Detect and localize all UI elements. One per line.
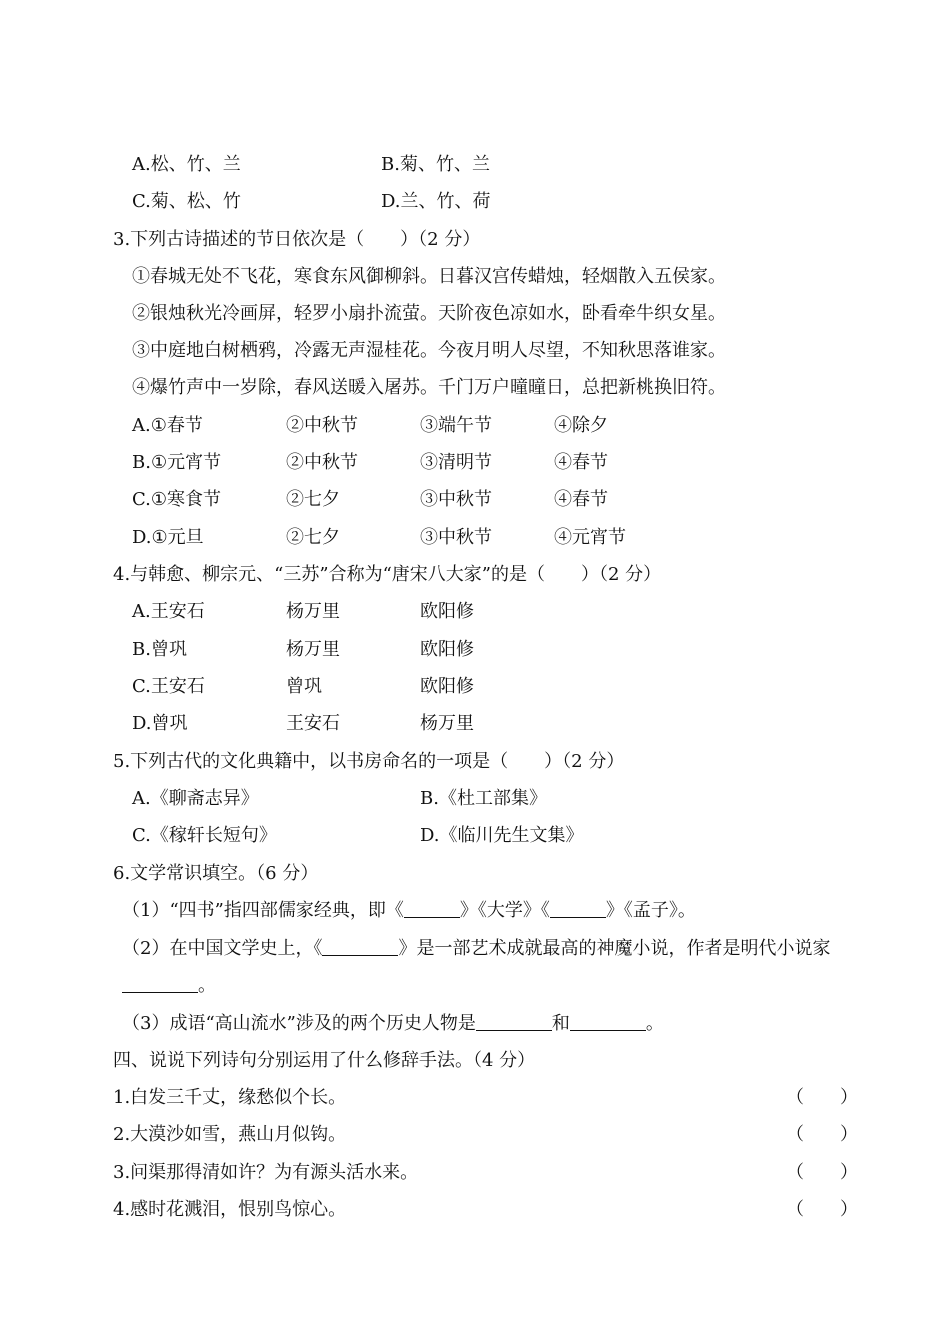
q3-option-a-3: ③端午节 [420,415,492,436]
q6-s1-text-c: 》《孟子》。 [605,900,696,921]
q4-option-a-3: 欧阳修 [420,601,474,622]
q2-option-c: C.菊、松、竹 [132,191,241,212]
q3-option-b-4: ④春节 [554,452,608,473]
sec4-item-3: 3.问渠那得清如许？为有源头活水来。 [113,1162,419,1183]
q3-option-c-3: ③中秋节 [420,489,492,510]
q4-option-d-2: 王安石 [286,713,340,734]
q4-option-c-2: 曾巩 [286,676,322,697]
q4-option-b-2: 杨万里 [286,639,340,660]
q6-sentence-2 [122,937,830,961]
q4-option-a-1: A.王安石 [132,601,205,622]
q3-option-d-1: D.①元旦 [132,527,204,548]
q6-s3-text-a: （3）成语“高山流水”涉及的两个历史人物是 [122,1013,476,1034]
q3-option-d-3: ③中秋节 [420,527,492,548]
q5-option-d: D.《临川先生文集》 [420,825,584,846]
q6-s2-blank-1[interactable] [322,937,398,956]
q6-s2-blank-2[interactable] [122,974,198,993]
q3-option-b-3: ③清明节 [420,452,492,473]
q5-stem: 5.下列古代的文化典籍中，以书房命名的一项是（ ）（2 分） [113,751,625,772]
q3-poem-1: ①春城无处不飞花，寒食东风御柳斜。日暮汉宫传蜡烛，轻烟散入五侯家。 [132,266,726,287]
sec4-item-4: 4.感时花溅泪，恨别鸟惊心。 [113,1199,347,1220]
q3-option-b-1: B.①元宵节 [132,452,222,473]
q2-option-b: B.菊、竹、兰 [381,154,490,175]
q6-sentence-1 [122,899,696,923]
q6-s3-blank-1[interactable] [476,1012,552,1031]
sec4-answer-4[interactable]: （ ） [786,1199,858,1220]
q6-s2-text-c: 。 [198,975,216,996]
q2-option-d: D.兰、竹、荷 [381,191,491,212]
sec4-answer-2[interactable]: （ ） [786,1124,858,1145]
q6-s1-text-a: （1）“四书”指四部儒家经典，即《 [122,900,404,921]
q6-s3-text-c: 。 [645,1013,664,1034]
q3-option-a-1: A.①春节 [132,415,203,436]
sec4-answer-3[interactable]: （ ） [786,1162,858,1183]
q3-poem-2: ②银烛秋光冷画屏，轻罗小扇扑流萤。天阶夜色凉如水，卧看牵牛织女星。 [132,303,726,324]
q6-sentence-3 [122,1012,664,1036]
sec4-answer-1[interactable]: （ ） [786,1087,858,1108]
q3-option-d-4: ④元宵节 [554,527,626,548]
q3-poem-3: ③中庭地白树栖鸦，冷露无声湿桂花。今夜月明人尽望，不知秋思落谁家。 [132,340,726,361]
q3-option-a-4: ④除夕 [554,415,608,436]
q6-s2-text-a: （2）在中国文学史上，《 [122,938,323,959]
q3-option-d-2: ②七夕 [286,527,340,548]
q4-option-d-3: 杨万里 [420,713,474,734]
q5-option-c: C.《稼轩长短句》 [132,825,277,846]
q5-option-b: B.《杜工部集》 [420,788,547,809]
q6-s2-text-b: 》是一部艺术成就最高的神魔小说，作者是明代小说家 [398,938,831,959]
q3-stem: 3.下列古诗描述的节日依次是（ ）（2 分） [113,229,481,250]
q4-option-c-3: 欧阳修 [420,676,474,697]
q3-option-c-4: ④春节 [554,489,608,510]
section-4-title: 四、说说下列诗句分别运用了什么修辞手法。（4 分） [113,1050,536,1071]
q4-stem: 4.与韩愈、柳宗元、“三苏”合称为“唐宋八大家”的是（ ）（2 分） [113,564,662,585]
q6-s1-blank-1[interactable] [404,899,460,918]
q6-stem: 6.文学常识填空。（6 分） [113,863,319,884]
q5-option-a: A.《聊斋志异》 [132,788,259,809]
q3-option-c-2: ②七夕 [286,489,340,510]
q4-option-b-1: B.曾巩 [132,639,187,660]
q4-option-b-3: 欧阳修 [420,639,474,660]
q6-sentence-2-cont [122,974,216,998]
q4-option-a-2: 杨万里 [286,601,340,622]
q4-option-c-1: C.王安石 [132,676,205,697]
q3-option-c-1: C.①寒食节 [132,489,221,510]
q6-s1-text-b: 》《大学》《 [459,900,550,921]
q3-poem-4: ④爆竹声中一岁除，春风送暖入屠苏。千门万户曈曈日，总把新桃换旧符。 [132,377,726,398]
sec4-item-2: 2.大漠沙如雪，燕山月似钩。 [113,1124,347,1145]
q6-s3-blank-2[interactable] [570,1012,646,1031]
q4-option-d-1: D.曾巩 [132,713,188,734]
q6-s3-text-b: 和 [551,1013,570,1034]
sec4-item-1: 1.白发三千丈，缘愁似个长。 [113,1087,347,1108]
q6-s1-blank-2[interactable] [550,899,606,918]
q2-option-a: A.松、竹、兰 [132,154,241,175]
q3-option-b-2: ②中秋节 [286,452,358,473]
q3-option-a-2: ②中秋节 [286,415,358,436]
